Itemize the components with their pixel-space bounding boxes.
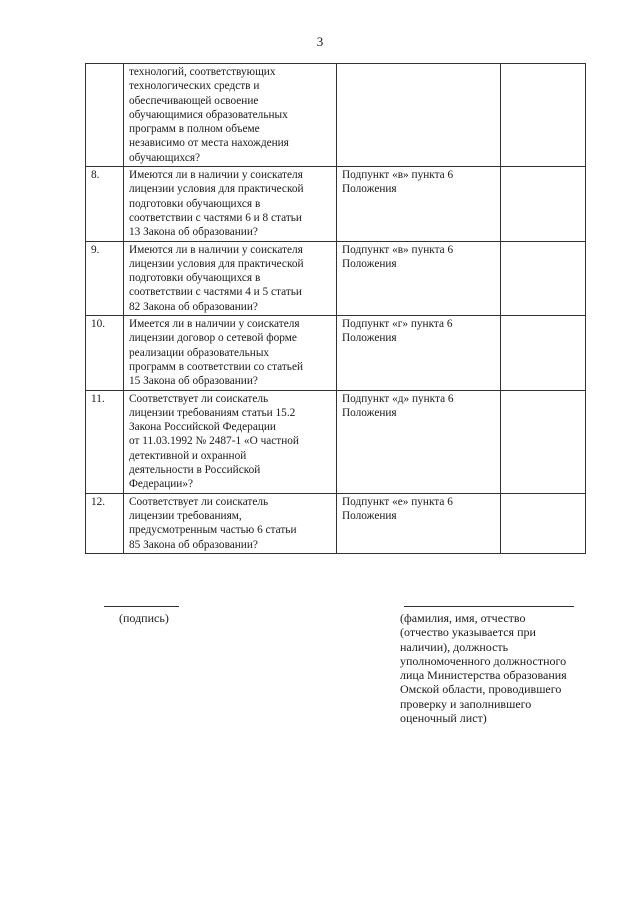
name-position-caption: (фамилия, имя, отчество (отчество указывается при наличии), должность уполномоченного должностного лица Министерства образования Омской области, проводившего проверку и заполнившего оценочный лист)	[400, 611, 567, 726]
page-number: 3	[316, 34, 324, 49]
row-note	[501, 167, 586, 241]
row-note	[501, 390, 586, 493]
row-note	[501, 316, 586, 390]
row-note	[501, 64, 586, 167]
row-question: Имеются ли в наличии у соискателя лицензии условия для практической подготовки обучающихся в соответствии с частями 6 и 8 статьи 13 Закона об образовании?	[124, 167, 337, 241]
signature-line	[104, 606, 179, 607]
row-basis	[337, 64, 501, 167]
name-position-line	[404, 606, 574, 607]
row-number: 8.	[86, 167, 124, 241]
row-question: Соответствует ли соискатель лицензии требованиям статьи 15.2 Закона Российской Федерации от 11.03.1992 № 2487-1 «О частной детективной и охранной деятельности в Российской Федерации»?	[124, 390, 337, 493]
table-row	[86, 167, 586, 241]
row-basis: Подпункт «в» пункта 6 Положения	[337, 167, 501, 241]
row-question: Соответствует ли соискатель лицензии требованиям, предусмотренным частью 6 статьи 85 Закона об образовании?	[124, 493, 337, 553]
row-question: Имеются ли в наличии у соискателя лицензии условия для практической подготовки обучающихся в соответствии с частями 4 и 5 статьи 82 Закона об образовании?	[124, 241, 337, 315]
row-question: технологий, соответствующих технологических средств и обеспечивающей освоение обучающимися образовательных программ в полном объеме независимо от места нахождения обучающихся?	[124, 64, 337, 167]
table-row	[86, 241, 586, 315]
table-row	[86, 316, 586, 390]
row-basis: Подпункт «е» пункта 6 Положения	[337, 493, 501, 553]
table-row	[86, 64, 586, 167]
checklist-table	[85, 63, 586, 554]
row-number: 11.	[86, 390, 124, 493]
row-basis: Подпункт «д» пункта 6 Положения	[337, 390, 501, 493]
row-note	[501, 493, 586, 553]
table-row	[86, 390, 586, 493]
row-number	[86, 64, 124, 167]
row-basis: Подпункт «в» пункта 6 Положения	[337, 241, 501, 315]
row-question: Имеется ли в наличии у соискателя лицензии договор о сетевой форме реализации образовательных программ в соответствии со статьей 15 Закона об образовании?	[124, 316, 337, 390]
table-row	[86, 493, 586, 553]
row-number: 9.	[86, 241, 124, 315]
signature-caption: (подпись)	[119, 611, 169, 625]
row-note	[501, 241, 586, 315]
row-number: 12.	[86, 493, 124, 553]
row-number: 10.	[86, 316, 124, 390]
row-basis: Подпункт «г» пункта 6 Положения	[337, 316, 501, 390]
